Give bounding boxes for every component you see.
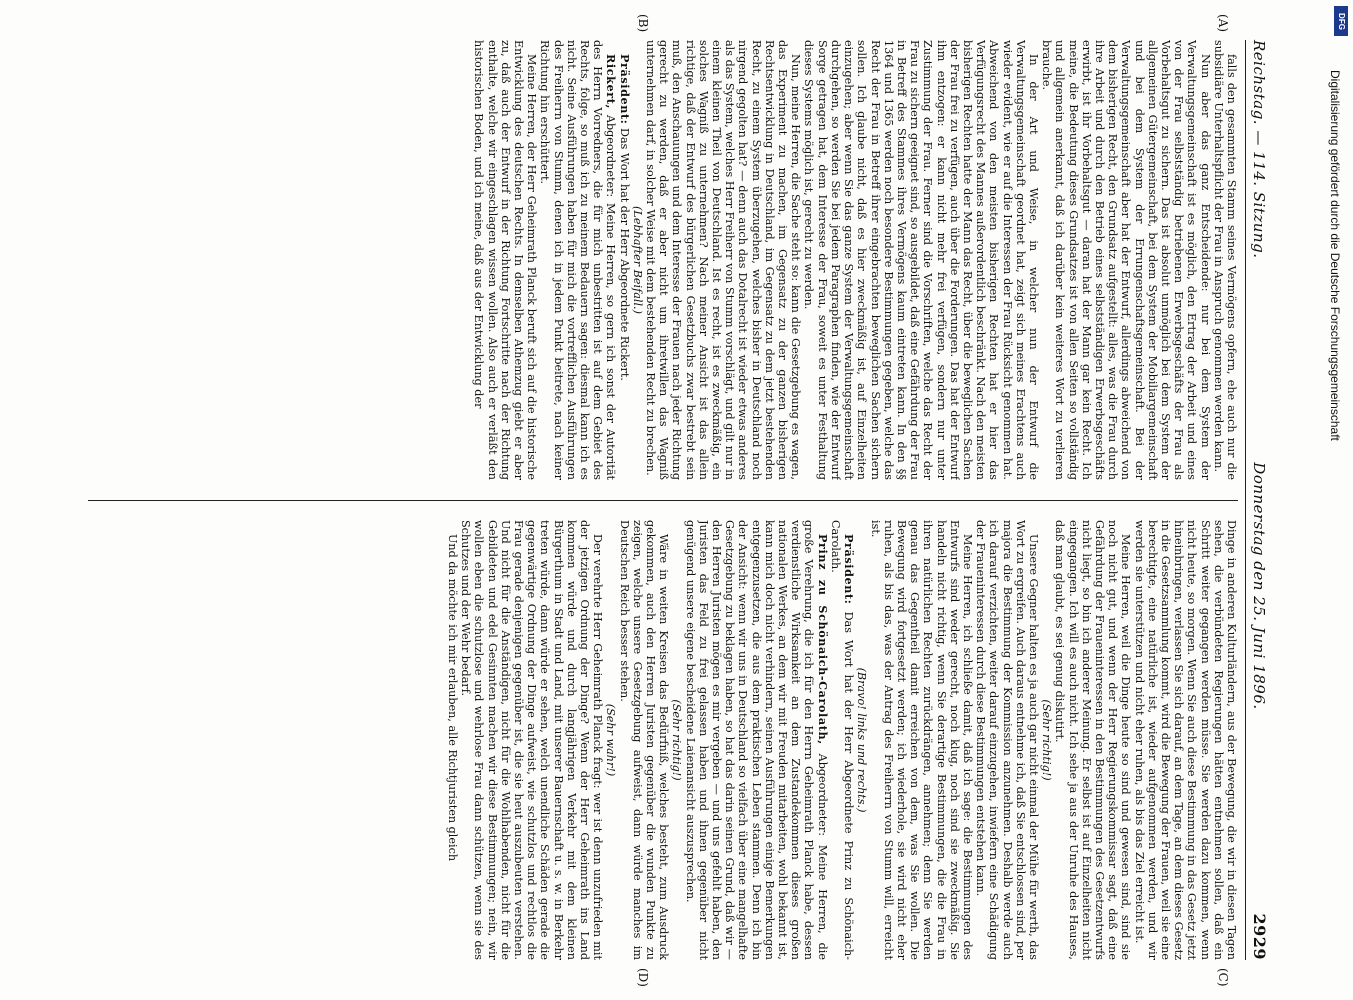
left-interjection: (Lebhafter Beifall.) bbox=[630, 206, 644, 314]
right-interjection: (Bravo! links und rechts.) bbox=[855, 667, 869, 813]
right-speaker-paragraph bbox=[829, 520, 855, 960]
left-speaker-paragraph bbox=[538, 40, 617, 480]
margin-letter-c: (C) bbox=[1216, 968, 1230, 987]
dfg-logo-icon: DFG bbox=[1334, 6, 1348, 36]
right-paragraph: Und da möchte ich mir erlauben, alle Richtjuristen gleich bbox=[446, 534, 460, 862]
right-paragraph: Der verehrte Herr Geheimrath Planck fragt: wer ist denn unzufrieden mit der jetzigen Ordnung der Dinge? Wenn der Herr Geheimrath ins Land kommen würde und durch langjährigen Verkehr mit dem kleinen Bürgerthum in Stadt und Land, mit unserer Bauernschaft u. s. w. in Berkehr treten würde, dann würde er sehen, welch unendliche Schäden gerade die gegenwärtige Ordnung der Dinge aufweist, wie schutzlos und rechtlos die Frau gerade denjenigen gegenüber ist, die sie heut auszubeuten verstehen. Und nicht für die Anständigen, nicht für die Wohlhabenden, nicht für die Gebildeten und edel Gesinnten machen wir diese Bestimmungen; nein, wir wollen eben die schutzlose und wehrlose Frau dann schützen, wenn sie des Schutzes und der Wehr bedarf. bbox=[459, 520, 605, 960]
speaker-text: Das Wort hat der Herr Abgeordnete Prinz zu Schönaich-Carolath. bbox=[828, 520, 856, 960]
left-speaker-paragraph bbox=[617, 40, 630, 480]
right-interjection: (Sehr wahr!) bbox=[604, 703, 618, 777]
header-session: Reichstag. — 114. Sitzung. bbox=[1250, 40, 1268, 259]
speaker-name: Präsident: bbox=[617, 54, 632, 125]
right-column bbox=[88, 520, 1238, 960]
left-column bbox=[88, 40, 1238, 480]
speaker-name: Präsident: bbox=[842, 534, 857, 605]
right-paragraph: Unsere Gegner halten es ja auch gar nicht einmal der Mühe für werth, das Wort zu ergreifen. Auch daraus entnehme ich, daß Sie entschlossen sind, per majora die Bestimmung der Kommission anzunehmen. Deshalb werde auch ich darauf verzichten, weiter darauf einzugehen, inwiefern eine Schädigung der Fraueninteressen durch diese Bestimmungen entstehen kann. bbox=[974, 520, 1040, 960]
rotated-page-content bbox=[80, 14, 1290, 987]
right-paragraph: Meine Herren, ich schließe damit, daß ich sage: die Bestimmungen des Entwurfs sind weder gerecht, noch klug, noch sind sie zweckmäßig. Sie handeln nicht richtig, wenn Sie derartige Bestimmungen, die die Frau in ihren natürlichen Rechten zurückdrängen, annehmen; denn Sie werden genau das Gegentheil damit erreichen von dem, was Sie wollen. Die Bewegung wird fortgesetzt werden; ich wiederhole, sie wird nicht eher ruhen, als bis das, was der Antrag des Freiherrn von Stumm will, erreicht ist. bbox=[868, 520, 974, 960]
right-paragraph: Dinge in anderen Kulturländern, aus der Bewegung, die wir in diesen Tagen sehen, die verbündeten Regierungen hätten entnehmen sollen, daß ein Schritt weiter gegangen werden müsse. Sie werden dazu kommen, wenn nicht heute, so morgen. Wenn Sie auch diese Bestimmung in das Gesetz jetzt hineinbringen, verlassen Sie sich darauf, an dem Tage, an dem dieses Gesetz in die Gesetzsammlung kommt, wird die Bewegung der Frauen, weil sie eine berechtigte, eine natürliche ist, wieder aufgenommen werden, und wir werden sie unterstützen und nicht eher ruhen, als bis das Ziel erreicht ist. bbox=[1132, 520, 1238, 960]
page-number: 2929 bbox=[1250, 913, 1269, 960]
left-paragraph: Meine Herren, der Herr Geheimrath Planck beruft sich auf die historische Entwicklung des deutschen Rechts. In demselben Athemzug giebt er aber zu, daß auch der Entwurf in der Richtung Fortschritte nach der Richtung enthalte, welche wir eingeschlagen wissen wollen. Also auch er verläßt den historischen Boden, und ich meine, daß aus der Entwicklung der bbox=[472, 40, 539, 480]
right-paragraph: Meine Herren, weil die Dinge heute so sind und gewesen sind, sind sie noch nicht gut, und wenn der Herr Regierungskommissar sagt, daß eine Gefährdung der Fraueninteressen in den Bestimmungen des Gesetzentwurfs nicht liegt, so bin ich anderer Meinung. Er selbst ist auf Einzelheiten nicht eingegangen. Ich will es auch nicht. Ich sehe ja aus der Unruhe des Hauses, daß man glaubt, es sei genug diskutirt. bbox=[1053, 520, 1133, 960]
header-rule bbox=[1245, 40, 1246, 960]
right-speaker-paragraph bbox=[683, 520, 828, 960]
speaker-name: Rickert, bbox=[604, 54, 619, 109]
left-paragraph: Nun aber das ganz Entscheidende: nur bei dem System der Verwaltungsgemeinschaft ist es möglich, den Ertrag der Arbeit und eines von der Frau selbstständig betriebenen Erwerbsgeschäfts der Frau als Vorbehaltsgut zu sichern. Das ist absolut unmöglich bei dem System der allgemeinen Gütergemeinschaft, bei dem System der Mobiliargemeinschaft und bei dem System der Errungenschaftsgemeinschaft. Bei der Verwaltungsgemeinschaft aber hat der Entwurf, allerdings abweichend von dem bisherigen Recht, den Grundsatz aufgestellt: alles, was die Frau durch ihre Arbeit und durch den Betrieb eines selbstständigen Erwerbsgeschäfts erwirbt, ist ihr Vorbehaltsgut — daran hat der Mann gar kein Recht. Ich meine, die Bedeutung dieses Grundsatzes ist von allen Seiten so vollständig und allgemein anerkannt, daß ich darüber kein weiteres Wort zu verlieren brauche. bbox=[1040, 40, 1212, 480]
left-paragraph: Nun, meine Herren, die Sache steht so: kann die Gesetzgebung es wagen, das Experiment zu machen, im Gegensatz zu der ganzen bisherigen Rechtsentwicklung in Deutschland, im Gegensatz zu dem jetzt bestehenden Recht, zu einem System überzugehen, welches bisher in Deutschland noch nirgend gegolten hat? — denn auch das Dotalrecht ist wieder etwas anderes als das System, welches Herr Freiherr von Stumm vorschlägt, und gilt nur in einem kleinen Theil von Deutschland. Ist es recht, ist es zweckmäßig, ein solches Wagniß zu unternehmen? Nach meiner Ansicht ist das allein richtige, daß der Entwurf des bürgerlichen Gesetzbuchs zwar bestrebt sein muß, den Anschauungen und dem Interesse der Frauen nach jeder Richtung gerecht zu werden, daß er aber nicht um ihretwillen das Wagniß unternehmen darf, in solcher Weise mit dem bestehenden Recht zu brechen. bbox=[644, 40, 803, 480]
speaker-text: Abgeordneter: Meine Herren, so gern ich sonst der Autorität des Herrn Vorredners, die für mich unbestritten ist auf dem Gebiet des Rechts, folge, so muß ich zu meinem Bedauern sagen: diesmal kann ich es nicht. Seine Ausführungen haben für mich die vortrefflichen Ausführungen des Freiherrn von Stumm, denen ich in jedem Punkt beitrete, nach keiner Richtung hin erschüttert. bbox=[538, 40, 618, 480]
speaker-text: Abgeordneter: Meine Herren, die große Verehrung, die ich für den Herrn Geheimrath Planck habe, dessen verdienstliche Wirksamkeit an dem Zustandekommen dieses großen nationalen Werkes, an dem wir mit Freuden mitarbeiten, wohl bekannt ist, kann mich doch nicht verhindern, seinen Ausführungen einige Bemerkungen entgegenzusetzen, die aus dem praktischen Leben stammen. Denn ich bin der Ansicht: wenn wir uns in Deutschland so vielfach über eine mangelhafte Gesetzgebung zu beklagen haben, so hat das darin seinen Grund, daß wir — den Herren Juristen mögen es mir vergeben — und uns gefehlt haben, den Juristen das Feld zu frei gelassen haben und ihnen gegenüber nicht genügend unsere eigene bescheidene Laienansicht auszusprechen. bbox=[683, 520, 829, 960]
margin-letter-b: (B) bbox=[636, 14, 650, 33]
left-paragraph: falls den gesammten Stamm seines Vermögens opfern, ehe auch nur die subsidiäre Unterhaltspflicht der Frau in Anspruch genommen werden kann. bbox=[1211, 40, 1238, 480]
margin-letter-d: (D) bbox=[636, 968, 650, 987]
right-interjection: (Sehr richtig!) bbox=[1040, 699, 1054, 781]
right-interjection: (Sehr richtig!) bbox=[670, 699, 684, 781]
digitization-stamp: Digitalisierung gefördert durch die Deutsche Forschungsgemeinschaft bbox=[1328, 70, 1342, 441]
page-header bbox=[1250, 40, 1290, 960]
column-divider bbox=[88, 500, 1238, 501]
text-columns bbox=[88, 40, 1238, 960]
speaker-text: Das Wort hat der Herr Abgeordnete Rickert. bbox=[617, 128, 631, 381]
margin-letter-a: (A) bbox=[1216, 14, 1230, 33]
left-paragraph: In der Art und Weise, in welcher nun der Entwurf die Verwaltungsgemeinschaft geordnet hat, zeigt sich meines Erachtens auch wieder evident, wie er auf die Interessen der Frau Rücksicht genommen hat. Abweichend von den meisten bisherigen Rechten hat er hier das Verfügungsrecht des Mannes außerordentlich beschränkt. Nach den meisten bisherigen Rechten hatte der Mann das Recht, über die beweglichen Sachen der Frau frei zu verfügen, auch über die Forderungen. Das hat der Entwurf ihm entzogen: er kann nicht mehr frei verfügen, sondern nur unter Zustimmung der Frau. Ferner sind die Vorschriften, welche das Recht der Frau zu sichern geeignet sind, so ausgebildet, daß eine Gefährdung der Frau in Betreff des Stammes ihres Vermögens kaum eintreten kann. In den §§ 1364 und 1365 werden noch besondere Bestimmungen gegeben, welche das Recht der Frau in Betreff ihrer eingebrachten beweglichen Sachen sichern sollen. Ich glaube nicht, daß es hier zweckmäßig ist, auf Einzelheiten einzugehen; aber wenn Sie das ganze System der Verwaltungsgemeinschaft durchgehen, so werden Sie bei jedem Paragraphen finden, wie der Entwurf Sorge getragen hat, dem Interesse der Frau, soweit es unter Festhaltung dieses Systems möglich ist, gerecht zu werden. bbox=[802, 40, 1040, 480]
right-paragraph: Wäre in weiten Kreisen das Bedürfniß, welches besteht, zum Ausdruck gekommen, auch den Herren Juristen gegenüber die wunden Punkte zu zeigen, welche unsere Gesetzgebung aufweist, dann würde manches im Deutschen Reich besser stehen. bbox=[617, 520, 671, 960]
header-date: Donnerstag den 25. Juni 1896. bbox=[1250, 462, 1268, 710]
speaker-name: Prinz zu Schönaich-Carolath, bbox=[815, 534, 830, 745]
